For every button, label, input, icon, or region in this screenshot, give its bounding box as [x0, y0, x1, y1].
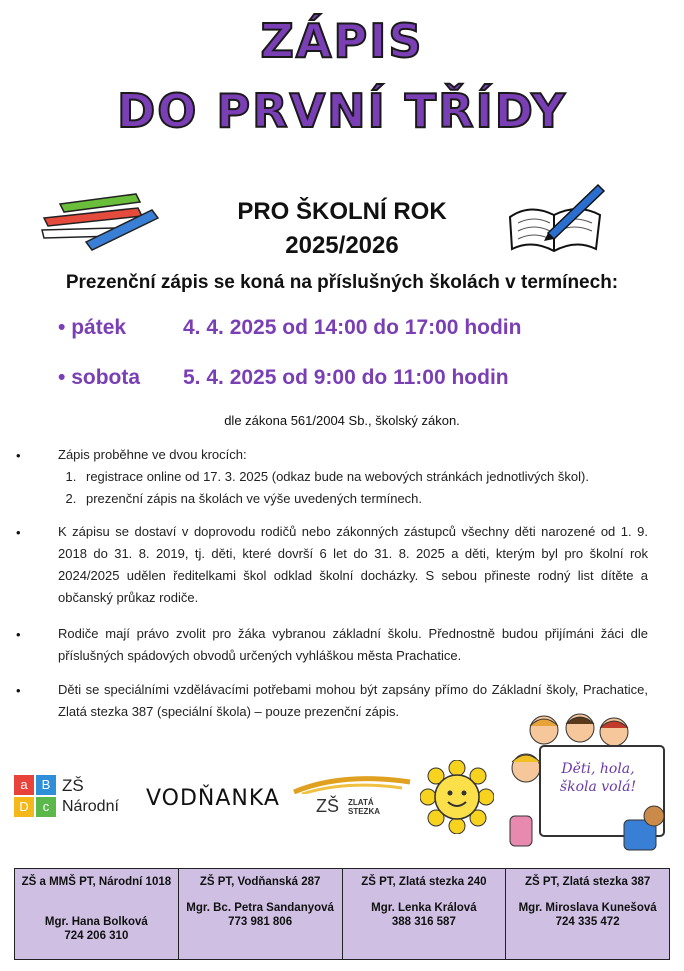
bullet-eligibility: K zápisu se dostaví v doprovodu rodičů nebo zákonných zástupců všechny děti narozené od 1. 9. 2018 do 31. 8. 2019, tj. děti, které dovrší 6 let do 31. 8. 2025 a děti, kterým byl pro školní rok 2024/2025 udělen ředitelkami škol odklad školní docházky. S sebou přineste rodný list dítěte a občanský průkaz rodiče.: [58, 524, 648, 605]
date-bullet: •: [58, 316, 66, 339]
contact-school: ZŠ PT, Zlatá stezka 387: [524, 876, 651, 888]
date-text: 5. 4. 2025 od 9:00 do 11:00 hodin: [183, 366, 509, 389]
logo-narodni-name: Národní: [62, 798, 119, 815]
date-row-friday: [58, 316, 521, 340]
bullet-dot: •: [16, 627, 21, 642]
contact-phone: 773 981 806: [228, 916, 293, 928]
contact-cell: [342, 869, 506, 960]
steps-lead: Zápis proběhne ve dvou krocích:: [58, 447, 247, 462]
bullet-dot: •: [16, 448, 21, 463]
logo-zlata-line1: ZLATÁ: [348, 798, 374, 807]
contact-phone: 724 335 472: [555, 916, 620, 928]
step-item: 2. prezenční zápis na školách ve výše uvedených termínech.: [80, 488, 648, 510]
swoosh-icon: [292, 770, 412, 794]
contact-phone: 388 316 587: [391, 916, 456, 928]
bullet-school-choice: Rodiče mají právo zvolit pro žáka vybranou základní školu. Přednostně budou přijímáni žáci dle příslušných spádových obvodů určených vyhláškou města Prachatice.: [58, 626, 648, 663]
intro-text: Prezenční zápis se koná na příslušných školách v termínech:: [65, 272, 619, 293]
sunflower-icon: [420, 760, 494, 834]
bullet-dot: •: [16, 683, 21, 698]
date-bullet: •: [58, 366, 66, 389]
contact-school: ZŠ PT, Vodňanská 287: [199, 876, 321, 888]
contact-cell: [178, 869, 342, 960]
contact-school: ZŠ PT, Zlatá stezka 240: [361, 876, 487, 888]
kids-sign-text: Děti, hola, škola volá!: [559, 761, 637, 795]
contact-school: ZŠ a MMŠ PT, Národní 1018: [21, 876, 172, 888]
logo-letter-a: a: [14, 775, 34, 795]
step-item: 1. registrace online od 17. 3. 2025 (odkaz bude na webových stránkách jednotlivých škol).: [80, 466, 648, 488]
logo-letter-d: D: [14, 797, 34, 817]
contact-cell: [15, 869, 179, 960]
bullet-dot: •: [16, 525, 21, 540]
logo-letter-c: c: [36, 797, 56, 817]
logo-letter-b: B: [36, 775, 56, 795]
bullet-steps: [58, 444, 648, 510]
date-day: pátek: [71, 316, 127, 339]
title-line-2: DO PRVNÍ TŘÍDY: [117, 84, 567, 138]
school-year-label: PRO ŠKOLNÍ ROK: [237, 198, 447, 225]
logo-zlata-stezka: [292, 770, 412, 824]
school-year-value: 2025/2026: [285, 232, 399, 259]
contact-person: Mgr. Lenka Králová: [371, 902, 477, 914]
contact-cell: [506, 869, 670, 960]
logo-zlata-zs: ZŠ: [316, 796, 340, 816]
logo-zlata-line2: STEZKA: [348, 807, 380, 816]
contact-phone: 724 206 310: [64, 930, 129, 942]
contact-person: Mgr. Miroslava Kunešová: [518, 902, 657, 914]
contacts-table: [14, 868, 670, 960]
logo-narodni-zs: ZŠ: [62, 776, 84, 795]
contact-person: Mgr. Hana Bolková: [44, 916, 148, 928]
date-day: sobota: [71, 366, 141, 389]
date-row-saturday: [58, 366, 509, 390]
logo-vodnanka: VODŇANKA: [146, 786, 280, 811]
bullet-special-needs: Děti se speciálními vzdělávacími potřebami mohou být zapsány přímo do Základní školy, Prachatice, Zlatá stezka 387 (speciální škola) – pouze prezenční zápis.: [58, 682, 648, 719]
date-text: 4. 4. 2025 od 14:00 do 17:00 hodin: [183, 316, 522, 339]
title-line-1: ZÁPIS: [260, 14, 424, 68]
logo-zs-narodni: [14, 775, 134, 821]
law-note: dle zákona 561/2004 Sb., školský zákon.: [224, 413, 460, 428]
contact-person: Mgr. Bc. Petra Sandanyová: [186, 902, 334, 914]
